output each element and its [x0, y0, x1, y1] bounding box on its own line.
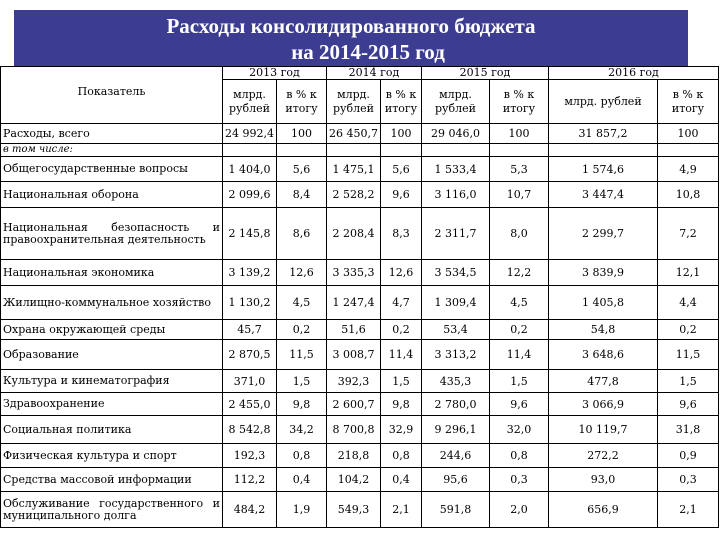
- cell-2015-bln: 3 313,2: [422, 340, 490, 370]
- cell-2016-bln: 3 447,4: [549, 182, 658, 208]
- table-row: [1, 182, 719, 208]
- cell-2016-bln: 3 066,9: [549, 393, 658, 416]
- row-label: Здравоохранение: [1, 393, 223, 416]
- row-label: Обслуживание государственного и муниципального долга: [1, 492, 223, 528]
- cell-2013-pct: 0,4: [277, 468, 327, 492]
- cell-2015-bln: 1 533,4: [422, 157, 490, 182]
- cell-2016-bln: 1 574,6: [549, 157, 658, 182]
- row-label: Охрана окружающей среды: [1, 320, 223, 340]
- cell-2016-pct: 1,5: [658, 370, 719, 393]
- cell-2013-pct: 4,5: [277, 286, 327, 320]
- cell-2014-pct: 12,6: [381, 260, 422, 286]
- cell-2014-bln: 2 528,2: [327, 182, 381, 208]
- cell-2015-pct: 0,8: [490, 444, 549, 468]
- cell-2016-bln: 31 857,2: [549, 124, 658, 144]
- cell-2014-bln: 51,6: [327, 320, 381, 340]
- cell-2015-bln: 591,8: [422, 492, 490, 528]
- cell-2013-bln: 3 139,2: [223, 260, 277, 286]
- cell-2014-pct: 8,3: [381, 208, 422, 260]
- cell-2016-pct: 7,2: [658, 208, 719, 260]
- cell-2016-bln: 3 839,9: [549, 260, 658, 286]
- table-row: [1, 370, 719, 393]
- cell-2013-bln: 24 992,4: [223, 124, 277, 144]
- cell-2015-pct: 5,3: [490, 157, 549, 182]
- title-line-2: на 2014-2015 год: [291, 40, 445, 64]
- cell-2013-pct: 8,6: [277, 208, 327, 260]
- header-unit-2016-bln: млрд. рублей: [549, 80, 658, 124]
- cell-2016-pct: 10,8: [658, 182, 719, 208]
- cell-2015-bln: 244,6: [422, 444, 490, 468]
- header-unit-2013-bln: млрд. рублей: [223, 80, 277, 124]
- cell-2016-bln: 3 648,6: [549, 340, 658, 370]
- cell-2013-bln: 1 404,0: [223, 157, 277, 182]
- cell-2013-bln: 371,0: [223, 370, 277, 393]
- table-row-subheader: [1, 144, 719, 157]
- row-label: Национальная экономика: [1, 260, 223, 286]
- cell-2013-pct: 0,2: [277, 320, 327, 340]
- cell-2013-bln: 192,3: [223, 444, 277, 468]
- cell-2013-bln: 8 542,8: [223, 416, 277, 444]
- row-label: Национальная безопасность и правоохранительная деятельность: [1, 208, 223, 260]
- header-unit-2016-pct: в % к итогу: [658, 80, 719, 124]
- table-row: [1, 468, 719, 492]
- cell-2016-bln: 1 405,8: [549, 286, 658, 320]
- cell-2014-bln: 218,8: [327, 444, 381, 468]
- cell-2015-pct: 4,5: [490, 286, 549, 320]
- table-row: [1, 260, 719, 286]
- slide-title: [14, 10, 688, 66]
- table-row: [1, 492, 719, 528]
- cell-2014-pct: 0,8: [381, 444, 422, 468]
- cell-2014-bln: 104,2: [327, 468, 381, 492]
- table-row-total: [1, 124, 719, 144]
- row-label: Физическая культура и спорт: [1, 444, 223, 468]
- budget-table: [0, 66, 719, 528]
- cell-2015-pct: 2,0: [490, 492, 549, 528]
- cell-2014-pct: 32,9: [381, 416, 422, 444]
- cell-2014-pct: 0,2: [381, 320, 422, 340]
- cell-2013-pct: 1,9: [277, 492, 327, 528]
- cell-2013-pct: 0,8: [277, 444, 327, 468]
- cell-2016-pct: 4,4: [658, 286, 719, 320]
- cell-2014-bln: 3 335,3: [327, 260, 381, 286]
- table-row: [1, 157, 719, 182]
- cell-2015-bln: 435,3: [422, 370, 490, 393]
- cell-2016-bln: 477,8: [549, 370, 658, 393]
- cell-2014-bln: 1 247,4: [327, 286, 381, 320]
- cell-2015-pct: 10,7: [490, 182, 549, 208]
- cell-2014-pct: 100: [381, 124, 422, 144]
- cell-2015-pct: 8,0: [490, 208, 549, 260]
- header-unit-2014-pct: в % к итогу: [381, 80, 422, 124]
- cell-2015-bln: 3 534,5: [422, 260, 490, 286]
- cell-2013-pct: 1,5: [277, 370, 327, 393]
- table-row: [1, 320, 719, 340]
- row-label: Жилищно-коммунальное хозяйство: [1, 286, 223, 320]
- cell-2016-pct: 4,9: [658, 157, 719, 182]
- table-row: [1, 286, 719, 320]
- cell-2014-bln: 2 208,4: [327, 208, 381, 260]
- cell-2016-pct: 31,8: [658, 416, 719, 444]
- cell-2016-pct: 0,2: [658, 320, 719, 340]
- header-unit-2015-bln: млрд. рублей: [422, 80, 490, 124]
- cell-2016-bln: 656,9: [549, 492, 658, 528]
- header-year-2016: 2016 год: [549, 67, 719, 80]
- cell-2013-pct: 34,2: [277, 416, 327, 444]
- cell-2015-bln: 95,6: [422, 468, 490, 492]
- cell-2013-bln: 1 130,2: [223, 286, 277, 320]
- header-year-2013: 2013 год: [223, 67, 327, 80]
- cell-2015-pct: 9,6: [490, 393, 549, 416]
- row-label: Средства массовой информации: [1, 468, 223, 492]
- header-unit-2014-bln: млрд. рублей: [327, 80, 381, 124]
- cell-2013-pct: 8,4: [277, 182, 327, 208]
- table-row: [1, 416, 719, 444]
- cell-2013-pct: 12,6: [277, 260, 327, 286]
- cell-2016-pct: 9,6: [658, 393, 719, 416]
- cell-2016-pct: 0,3: [658, 468, 719, 492]
- cell-2014-pct: 1,5: [381, 370, 422, 393]
- cell-2016-bln: 2 299,7: [549, 208, 658, 260]
- cell-2014-pct: 5,6: [381, 157, 422, 182]
- row-label: Национальная оборона: [1, 182, 223, 208]
- cell-2014-pct: 2,1: [381, 492, 422, 528]
- cell-2014-pct: 11,4: [381, 340, 422, 370]
- cell-2016-bln: 272,2: [549, 444, 658, 468]
- cell-2015-pct: 12,2: [490, 260, 549, 286]
- table-row: [1, 340, 719, 370]
- cell-2015-bln: 29 046,0: [422, 124, 490, 144]
- cell-2015-bln: 2 311,7: [422, 208, 490, 260]
- cell-2013-bln: 45,7: [223, 320, 277, 340]
- cell-2016-pct: 12,1: [658, 260, 719, 286]
- cell-2016-pct: 11,5: [658, 340, 719, 370]
- header-unit-2015-pct: в % к итогу: [490, 80, 549, 124]
- cell-2015-pct: 100: [490, 124, 549, 144]
- cell-2013-pct: 9,8: [277, 393, 327, 416]
- table-row: [1, 444, 719, 468]
- header-unit-2013-pct: в % к итогу: [277, 80, 327, 124]
- cell-2014-bln: 3 008,7: [327, 340, 381, 370]
- cell-2014-pct: 0,4: [381, 468, 422, 492]
- cell-2014-bln: 8 700,8: [327, 416, 381, 444]
- cell-2015-bln: 53,4: [422, 320, 490, 340]
- cell-2014-bln: 26 450,7: [327, 124, 381, 144]
- cell-2015-bln: 3 116,0: [422, 182, 490, 208]
- cell-2013-pct: 11,5: [277, 340, 327, 370]
- cell-2015-bln: 9 296,1: [422, 416, 490, 444]
- cell-2015-pct: 11,4: [490, 340, 549, 370]
- cell-2016-bln: 93,0: [549, 468, 658, 492]
- cell-2015-pct: 32,0: [490, 416, 549, 444]
- cell-2014-bln: 549,3: [327, 492, 381, 528]
- cell-2013-bln: 2 870,5: [223, 340, 277, 370]
- cell-2016-pct: 0,9: [658, 444, 719, 468]
- cell-2016-bln: 54,8: [549, 320, 658, 340]
- table-row: [1, 393, 719, 416]
- cell-2013-bln: 2 099,6: [223, 182, 277, 208]
- cell-2016-pct: 100: [658, 124, 719, 144]
- cell-2015-pct: 1,5: [490, 370, 549, 393]
- header-indicator: Показатель: [1, 67, 223, 124]
- cell-2013-pct: 5,6: [277, 157, 327, 182]
- cell-2014-bln: 392,3: [327, 370, 381, 393]
- row-label: Образование: [1, 340, 223, 370]
- cell-2016-pct: 2,1: [658, 492, 719, 528]
- cell-2014-pct: 9,8: [381, 393, 422, 416]
- cell-2015-bln: 1 309,4: [422, 286, 490, 320]
- cell-2014-pct: 9,6: [381, 182, 422, 208]
- cell-2013-bln: 2 145,8: [223, 208, 277, 260]
- cell-2013-bln: 2 455,0: [223, 393, 277, 416]
- cell-2015-bln: 2 780,0: [422, 393, 490, 416]
- cell-2014-bln: 1 475,1: [327, 157, 381, 182]
- cell-2015-pct: 0,3: [490, 468, 549, 492]
- cell-2013-bln: 484,2: [223, 492, 277, 528]
- cell-2014-pct: 4,7: [381, 286, 422, 320]
- cell-2013-bln: 112,2: [223, 468, 277, 492]
- cell-2013-pct: 100: [277, 124, 327, 144]
- cell-2016-bln: 10 119,7: [549, 416, 658, 444]
- header-year-2014: 2014 год: [327, 67, 422, 80]
- row-label: Культура и кинематография: [1, 370, 223, 393]
- cell-2014-bln: 2 600,7: [327, 393, 381, 416]
- table-row: [1, 208, 719, 260]
- row-label: Расходы, всего: [1, 124, 223, 144]
- row-label: Общегосударственные вопросы: [1, 157, 223, 182]
- row-label: Социальная политика: [1, 416, 223, 444]
- header-year-2015: 2015 год: [422, 67, 549, 80]
- cell-2015-pct: 0,2: [490, 320, 549, 340]
- title-line-1: Расходы консолидированного бюджета: [166, 14, 536, 38]
- row-subheader-label: в том числе:: [1, 144, 223, 157]
